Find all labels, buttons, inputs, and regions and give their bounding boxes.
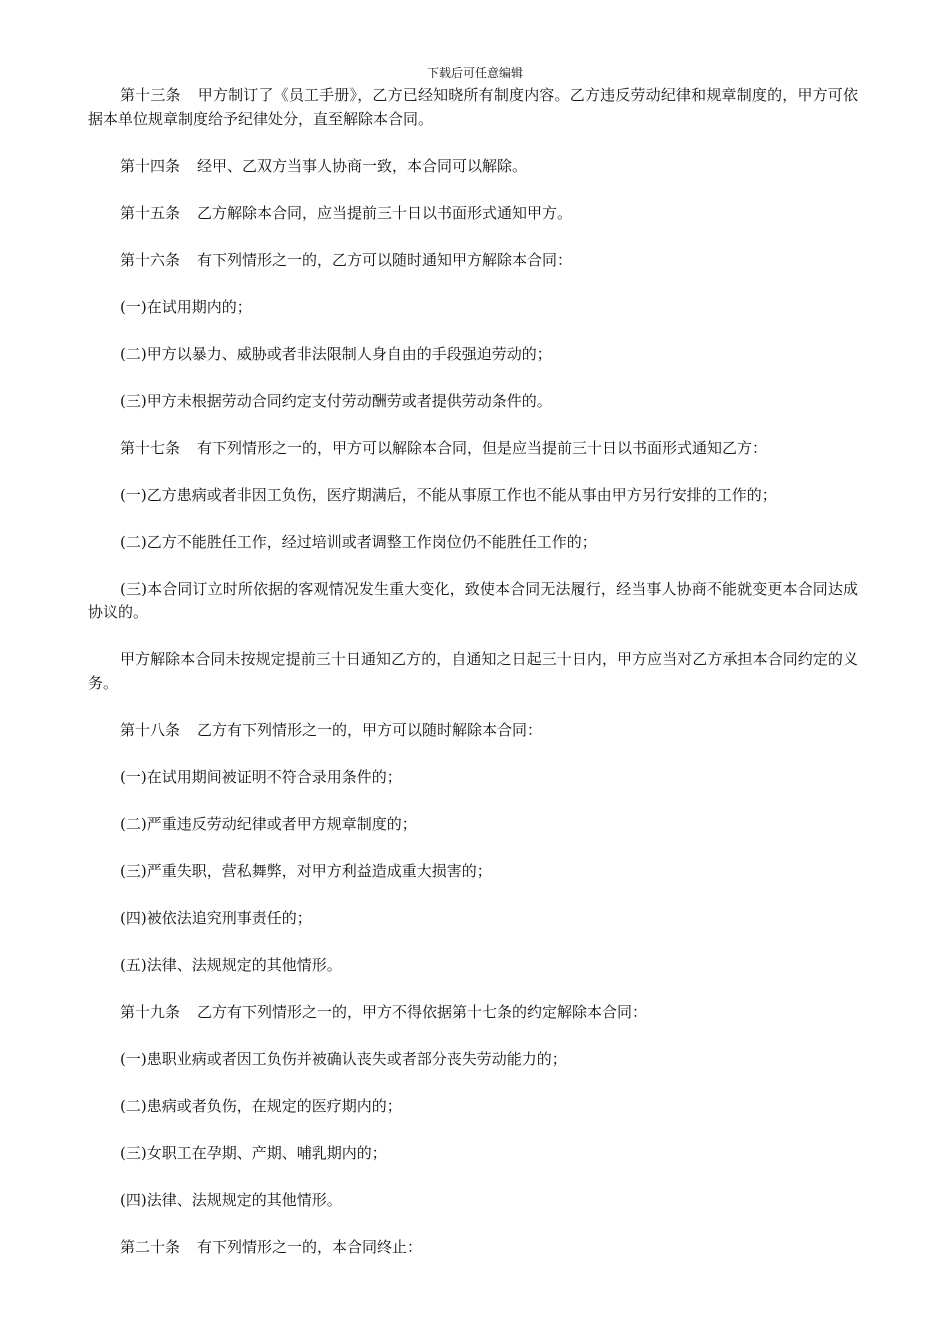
article-16-item-3: (三)甲方未根据劳动合同约定支付劳动酬劳或者提供劳动条件的。: [120, 391, 552, 410]
article-text: 乙方有下列情形之一的，甲方可以随时解除本合同：: [197, 720, 543, 739]
article-18-item-5: (五)法律、法规规定的其他情形。: [120, 955, 342, 974]
article-number: 第二十条: [120, 1237, 181, 1256]
article-18-item-3: (三)严重失职，营私舞弊，对甲方利益造成重大损害的；: [120, 861, 492, 880]
article-18-item-4: (四)被依法追究刑事责任的；: [120, 908, 312, 927]
article-text: 甲方制订了《员工手册》，乙方已经知晓所有制度内容。乙方违反劳动纪律和规章制度的，甲方可依据本单位规章制度给予纪律处分，直至解除本合同。: [88, 86, 858, 128]
article-number: 第十八条: [120, 720, 181, 739]
article-16-item-2: (二)甲方以暴力、威胁或者非法限制人身自由的手段强迫劳动的；: [120, 344, 552, 363]
article-17-item-3: (三)本合同订立时所依据的客观情况发生重大变化，致使本合同无法履行，经当事人协商不能就变更本合同达成协议的。: [88, 579, 858, 621]
article-19-item-1: (一)患职业病或者因工负伤并被确认丧失或者部分丧失劳动能力的；: [120, 1049, 567, 1068]
article-14: [88, 155, 858, 179]
article-18-item-2: (二)严重违反劳动纪律或者甲方规章制度的；: [120, 814, 417, 833]
article-number: 第十九条: [120, 1002, 181, 1021]
article-text: 乙方解除本合同，应当提前三十日以书面形式通知甲方。: [197, 203, 573, 222]
article-17-item-2: (二)乙方不能胜任工作，经过培训或者调整工作岗位仍不能胜任工作的；: [120, 532, 597, 551]
page-header: 下载后可任意编辑: [426, 66, 523, 80]
article-17-note: 甲方解除本合同未按规定提前三十日通知乙方的，自通知之日起三十日内，甲方应当对乙方承担本合同约定的义务。: [88, 650, 858, 692]
article-15: [88, 202, 858, 226]
article-number: 第十五条: [120, 203, 181, 222]
article-17-item-1: (一)乙方患病或者非因工负伤，医疗期满后，不能从事原工作也不能从事由甲方另行安排的工作的；: [120, 485, 777, 504]
article-number: 第十六条: [120, 250, 181, 269]
article-16: [88, 249, 858, 273]
article-20: [88, 1236, 858, 1260]
article-19-item-3: (三)女职工在孕期、产期、哺乳期内的；: [120, 1143, 387, 1162]
article-13: [88, 84, 858, 131]
article-text: 经甲、乙双方当事人协商一致，本合同可以解除。: [197, 156, 528, 175]
article-number: 第十三条: [120, 86, 181, 104]
article-18-item-1: (一)在试用期间被证明不符合录用条件的；: [120, 767, 402, 786]
article-19-item-2: (二)患病或者负伤，在规定的医疗期内的；: [120, 1096, 402, 1115]
article-17: [88, 437, 858, 461]
article-number: 第十七条: [120, 438, 181, 457]
article-19-item-4: (四)法律、法规规定的其他情形。: [120, 1190, 342, 1209]
article-18: [88, 719, 858, 743]
article-text: 乙方有下列情形之一的，甲方不得依据第十七条的约定解除本合同：: [197, 1002, 648, 1021]
article-16-item-1: (一)在试用期内的；: [120, 297, 252, 316]
article-text: 有下列情形之一的，乙方可以随时通知甲方解除本合同：: [197, 250, 573, 269]
article-19: [88, 1001, 858, 1025]
contract-body: [88, 84, 858, 1283]
article-text: 有下列情形之一的，甲方可以解除本合同，但是应当提前三十日以书面形式通知乙方：: [197, 438, 768, 457]
article-number: 第十四条: [120, 156, 181, 175]
article-text: 有下列情形之一的，本合同终止：: [197, 1237, 423, 1256]
